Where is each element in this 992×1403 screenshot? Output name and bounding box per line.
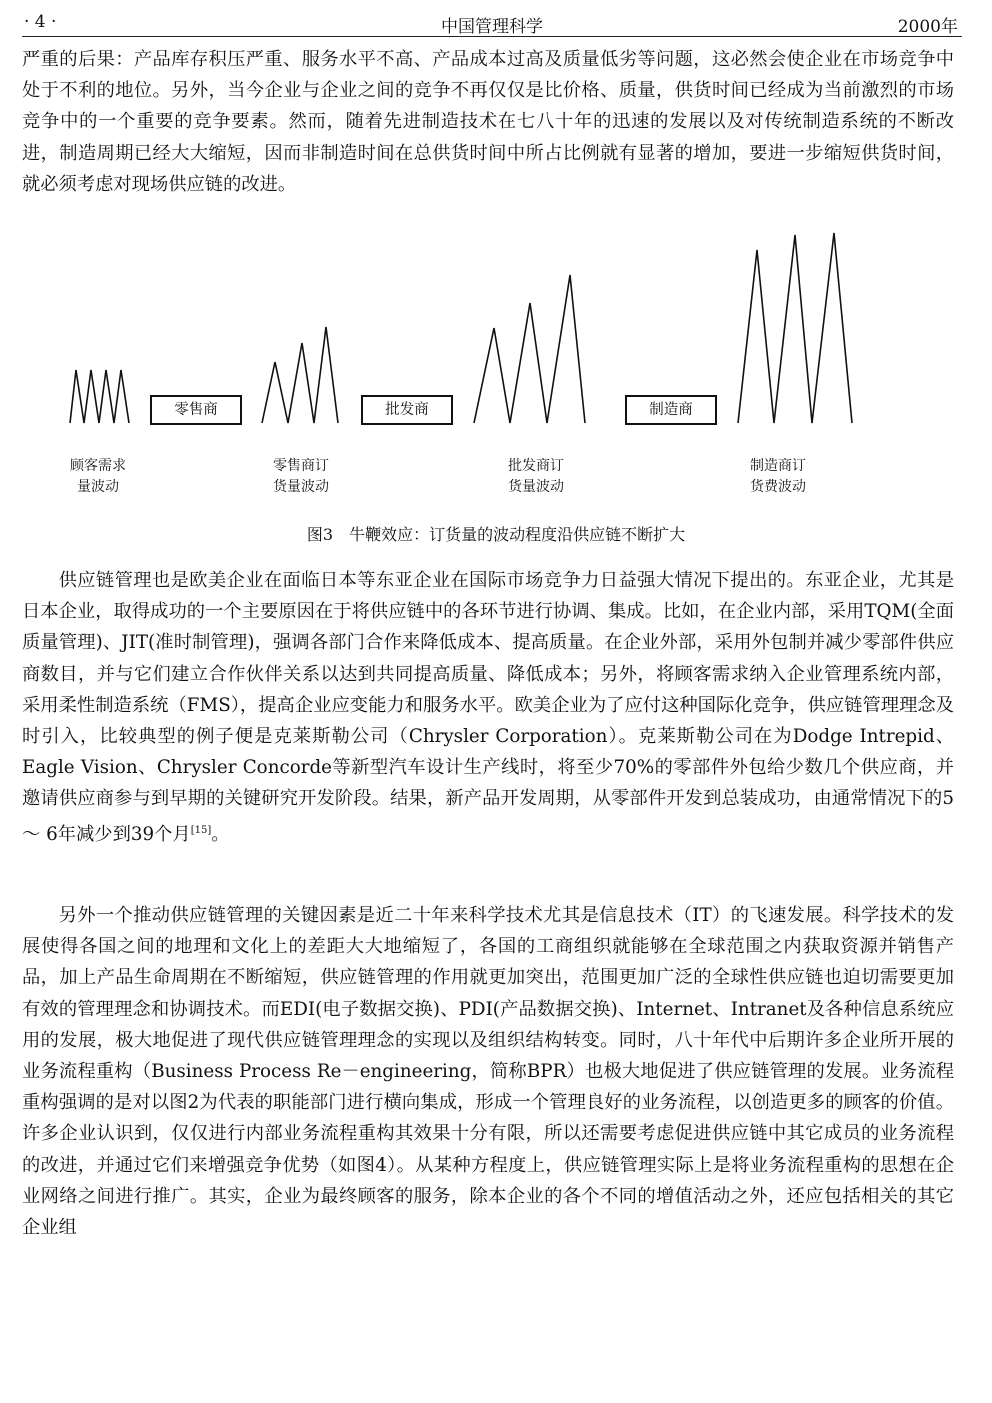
- page-number: · 4 ·: [24, 12, 57, 32]
- label-retailer-order: [236, 456, 366, 498]
- label-line: 货费波动: [750, 479, 806, 495]
- retailer-order-wave: [262, 327, 338, 423]
- label-line: 量波动: [77, 479, 119, 495]
- paragraph-2: [22, 565, 954, 850]
- citation-ref: [15]: [190, 824, 212, 836]
- label-line: 顾客需求: [70, 458, 126, 474]
- label-wholesaler-order: [471, 456, 601, 498]
- label-customer-demand: [33, 456, 163, 498]
- label-line: 货量波动: [508, 479, 564, 495]
- paragraph-2-end: 。: [211, 823, 230, 845]
- running-header: [22, 10, 962, 37]
- label-line: 零售商订: [273, 458, 329, 474]
- journal-title: 中国管理科学: [441, 17, 543, 37]
- retailer-box: 零售商: [150, 395, 242, 425]
- manufacturer-box: 制造商: [625, 395, 717, 425]
- paragraph-3: 另外一个推动供应链管理的关键因素是近二十年来科学技术尤其是信息技术（IT）的飞速发展。科学技术的发展使得各国之间的地理和文化上的差距大大地缩短了，各国的工商组织就能够在全球范围之内获取资源并销售产品，加上产品生命周期在不断缩短，供应链管理的作用就更加突出，范围更加广泛的全球性供应链也迫切需要更加有效的管理理念和协调技术。而EDI(电子数据交换)、PDI(产品数据交换)、Internet、Intranet及各种信息系统应用的发展，极大地促进了现代供应链管理理念的实现以及组织结构转变。同时，八十年代中后期许多企业所开展的业务流程重构（Business Process Re－engineering，简称BPR）也极大地促进了供应链管理的发展。业务流程重构强调的是对以图2为代表的职能部门进行横向集成，形成一个管理良好的业务流程，以创造更多的顾客的价值。许多企业认识到，仅仅进行内部业务流程重构其效果十分有限，所以还需要考虑促进供应链中其它成员的业务流程的改进，并通过它们来增强竞争优势（如图4）。从某种方程度上，供应链管理实际上是将业务流程重构的思想在企业网络之间进行推广。其实，企业为最终顾客的服务，除本企业的各个不同的增值活动之外，还应包括相关的其它企业组: [22, 905, 954, 1239]
- label-line: 制造商订: [750, 458, 806, 474]
- paragraph-1: 严重的后果：产品库存积压严重、服务水平不高、产品成本过高及质量低劣等问题，这必然会使企业在市场竞争中处于不利的地位。另外，当今企业与企业之间的竞争不再仅仅是比价格、质量，供货时间已经成为当前激烈的市场竞争中的一个重要的竞争要素。然而，随着先进制造技术在七八十年的迅速的发展以及对传统制造系统的不断改进，制造周期已经大大缩短，因而非制造时间在总供货时间中所占比例就有显著的增加，要进一步缩短供货时间，就必须考虑对现场供应链的改进。: [22, 49, 954, 195]
- manufacturer-order-wave: [738, 233, 852, 423]
- customer-demand-wave: [70, 370, 129, 423]
- bullwhip-figure: [0, 225, 992, 525]
- wholesaler-box: 批发商: [361, 395, 453, 425]
- label-line: 货量波动: [273, 479, 329, 495]
- journal-year: 2000年: [897, 17, 958, 37]
- figure-caption: 图3 牛鞭效应：订货量的波动程度沿供应链不断扩大: [306, 525, 686, 544]
- label-line: 批发商订: [508, 458, 564, 474]
- wholesaler-order-wave: [474, 275, 585, 423]
- label-manufacturer-order: [713, 456, 843, 498]
- paragraph-2-text: 供应链管理也是欧美企业在面临日本等东亚企业在国际市场竞争力日益强大情况下提出的。东亚企业，尤其是日本企业，取得成功的一个主要原因在于将供应链中的各环节进行协调、集成。比如，在企业内部，采用TQM(全面质量管理)、JIT(准时制管理)，强调各部门合作来降低成本、提高质量。在企业外部，采用外包制并减少零部件供应商数目，并与它们建立合作伙伴关系以达到共同提高质量、降低成本；另外，将顾客需求纳入企业管理系统内部，采用柔性制造系统（FMS），提高企业应变能力和服务水平。欧美企业为了应付这种国际化竞争，供应链管理理念及时引入，比较典型的例子便是克莱斯勒公司（Chrysler Corporation）。克莱斯勒公司在为Dodge Intrepid、Eagle Vision、Chrysler Concorde等新型汽车设计生产线时，将至少70%的零部件外包给少数几个供应商，并邀请供应商参与到早期的关键研究开发阶段。结果，新产品开发周期，从零部件开发到总装成功，由通常情况下的5～ 6年减少到39个月: [22, 570, 954, 845]
